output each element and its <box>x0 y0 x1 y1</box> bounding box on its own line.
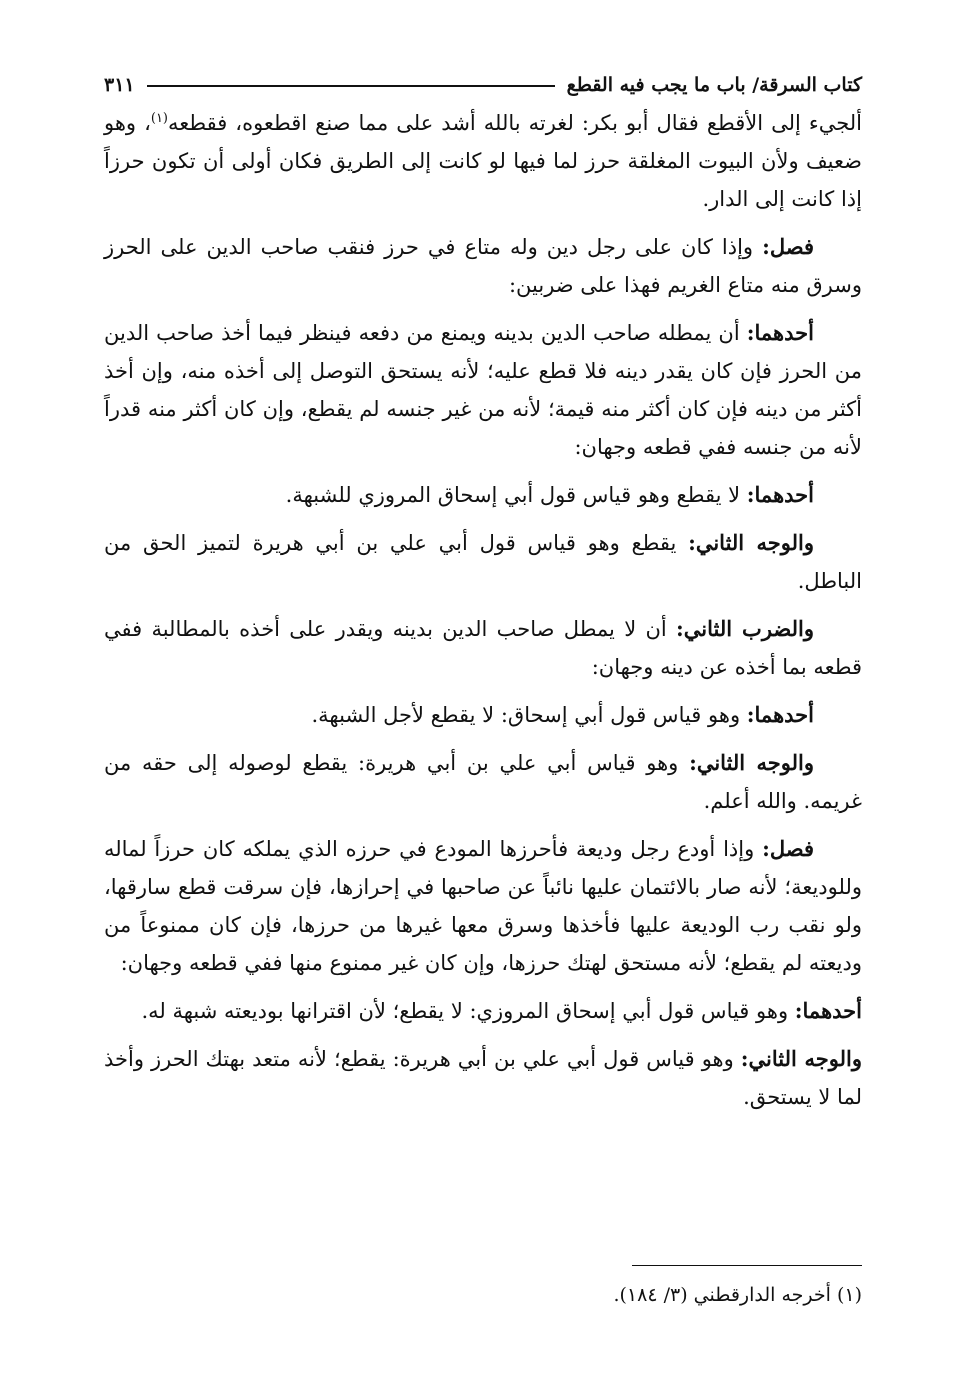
footnote-number: (١) <box>836 1284 862 1306</box>
paragraph <box>104 476 862 514</box>
paragraph-lead: فصل: <box>762 234 814 259</box>
paragraph-lead: والضرب الثاني: <box>676 616 814 641</box>
footnote-marker[interactable]: (١) <box>150 111 168 126</box>
paragraph <box>104 228 862 304</box>
paragraph-lead: والوجه الثاني: <box>688 530 814 555</box>
paragraph-lead: أحدهما: <box>746 702 814 727</box>
paragraph-text: أن لا يمطل صاحب الدين بدينه ويقدر على أخذه بالمطالبة ففي قطعه بما أخذه عن دينه وجهان: <box>104 617 862 679</box>
paragraph <box>104 610 862 686</box>
header-rule <box>147 85 555 87</box>
paragraph <box>104 314 862 466</box>
footnote-rule <box>632 1265 862 1266</box>
paragraph-text: وإذا أودع رجل وديعة فأحرزها المودع في حرزه الذي يملكه كان حرزاً لماله وللوديعة؛ لأنه صار بالائتمان عليها نائباً عن صاحبها في إحرازها، فإن سرقت قطع سارقها، ولو نقب رب الوديعة عليها فأخذها وسرق معها غيرها من حرزها، فإن كان ممنوعاً من وديعته لم يقطع؛ لأنه مستحق لهتك حرزها، وإن كان غير ممنوع منها ففي قطعه وجهان: <box>104 837 862 975</box>
paragraph-text: وإذا كان على رجل دين وله متاع في حرز فنقب صاحب الدين على الحرز وسرق منه متاع الغريم فهذا على ضربين: <box>104 235 862 297</box>
paragraph-lead: فصل: <box>762 836 814 861</box>
paragraph <box>104 104 862 218</box>
paragraph-text-continued: ، وهو ضعيف ولأن البيوت المغلقة حرز لما فيها لو كانت إلى الطريق فكان أولى أن تكون حرزاً إذا كانت إلى الدار. <box>104 111 862 211</box>
paragraph-text: وهو قياس قول أبي إسحاق المروزي: لا يقطع؛ لأن اقترانها بوديعته شبهة له. <box>141 999 789 1023</box>
paragraph <box>104 696 862 734</box>
paragraph-lead: والوجه الثاني: <box>740 1046 862 1071</box>
paragraph <box>104 744 862 820</box>
footnotes <box>104 1265 862 1310</box>
main-text <box>104 104 862 1116</box>
paragraph-lead: أحدهما: <box>746 320 814 345</box>
paragraph <box>104 992 862 1030</box>
paragraph-lead: أحدهما: <box>746 482 814 507</box>
paragraph-lead: أحدهما: <box>794 998 862 1023</box>
paragraph-text: وهو قياس قول أبي إسحاق: لا يقطع لأجل الشبهة. <box>311 703 741 727</box>
paragraph-text: ألجيء إلى الأقطع فقال أبو بكر: لغرته بالله أشد على مما صنع اقطعوه، فقطعه <box>168 111 862 135</box>
paragraph-text: لا يقطع وهو قياس قول أبي إسحاق المروزي للشبهة. <box>285 483 741 507</box>
paragraph <box>104 1040 862 1116</box>
page-number: ٣١١ <box>104 74 135 96</box>
paragraph-text: وهو قياس أبي علي بن أبي هريرة: يقطع لوصوله إلى حقه من غريمه. والله أعلم. <box>104 751 862 813</box>
paragraph-text: يقطع وهو قياس قول أبي علي بن أبي هريرة لتميز الحق من الباطل. <box>104 531 862 593</box>
paragraph-text: وهو قياس قول أبي علي بن أبي هريرة: يقطع؛ لأنه متعد بهتك الحرز وأخذ لما لا يستحق. <box>104 1047 862 1109</box>
paragraph-text: أن يمطله صاحب الدين بدينه ويمنع من دفعه فينظر فيما أخذ صاحب الدين من الحرز فإن كان يقدر دينه فلا قطع عليه؛ لأنه يستحق التوصل إلى أخذه منه، وإن أخذ أكثر من دينه فإن كان أكثر منه قيمة؛ لأنه من غير جنسه لم يقطع، وإن كان أكثر منه قدراً لأنه من جنسه ففي قطعه وجهان: <box>104 321 862 459</box>
paragraph <box>104 830 862 982</box>
header-title: كتاب السرقة/ باب ما يجب فيه القطع <box>566 74 862 96</box>
paragraph <box>104 524 862 600</box>
footnote <box>104 1280 862 1310</box>
footnote-text: أخرجه الدارقطني (٣/ ١٨٤). <box>613 1284 831 1306</box>
running-header <box>104 70 862 100</box>
paragraph-lead: والوجه الثاني: <box>689 750 814 775</box>
